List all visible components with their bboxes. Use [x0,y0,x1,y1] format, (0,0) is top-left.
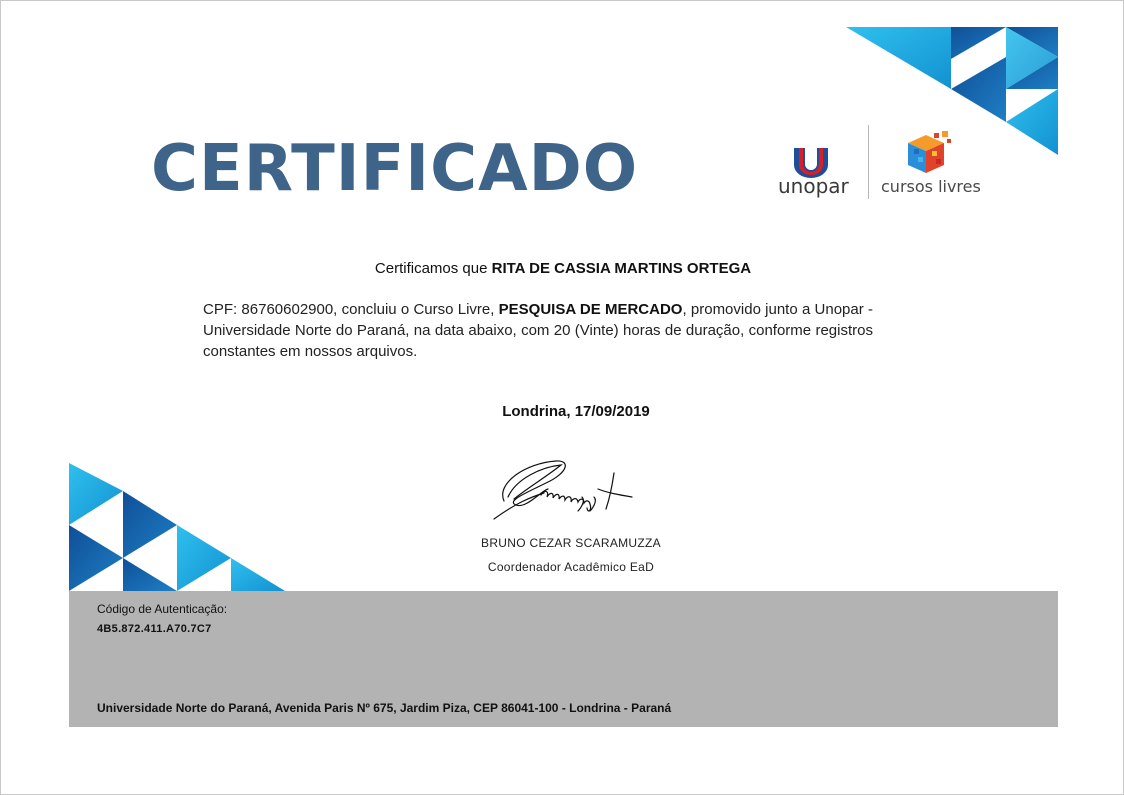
place-and-date: Londrina, 17/09/2019 [502,403,650,420]
authentication-code: 4B5.872.411.A70.7C7 [97,623,212,635]
decorative-triangles-left [69,463,285,591]
cursos-livres-logo-text: cursos livres [881,177,981,196]
unopar-logo-text: unopar [778,174,849,198]
recipient-name: RITA DE CASSIA MARTINS ORTEGA [491,260,752,277]
certificate-title: CERTIFICADO [151,132,639,206]
signatory-name: BRUNO CEZAR SCARAMUZZA [481,536,661,550]
body-part-1: CPF: 86760602900, concluiu o Curso Livre, [203,301,499,318]
logo-divider [868,125,869,199]
intro-text: Certificamos que [374,260,492,277]
signature-image [486,453,646,528]
body-part-2: , promovido junto a Unopar - Universidade Norte do Paraná, na data abaixo, com 20 (Vinte) horas de duração, conforme registros constantes em nossos arquivos. [203,301,873,360]
authentication-label: Código de Autenticação: [97,602,228,616]
institution-address: Universidade Norte do Paraná, Avenida Paris Nº 675, Jardim Piza, CEP 86041-100 - Londrina - Paraná [97,701,672,715]
cursos-livres-cube-icon [904,129,954,175]
course-name: PESQUISA DE MERCADO [498,301,683,318]
certification-line [1,260,1124,277]
signatory-role: Coordenador Acadêmico EaD [487,560,655,574]
certificate-body [203,299,873,362]
